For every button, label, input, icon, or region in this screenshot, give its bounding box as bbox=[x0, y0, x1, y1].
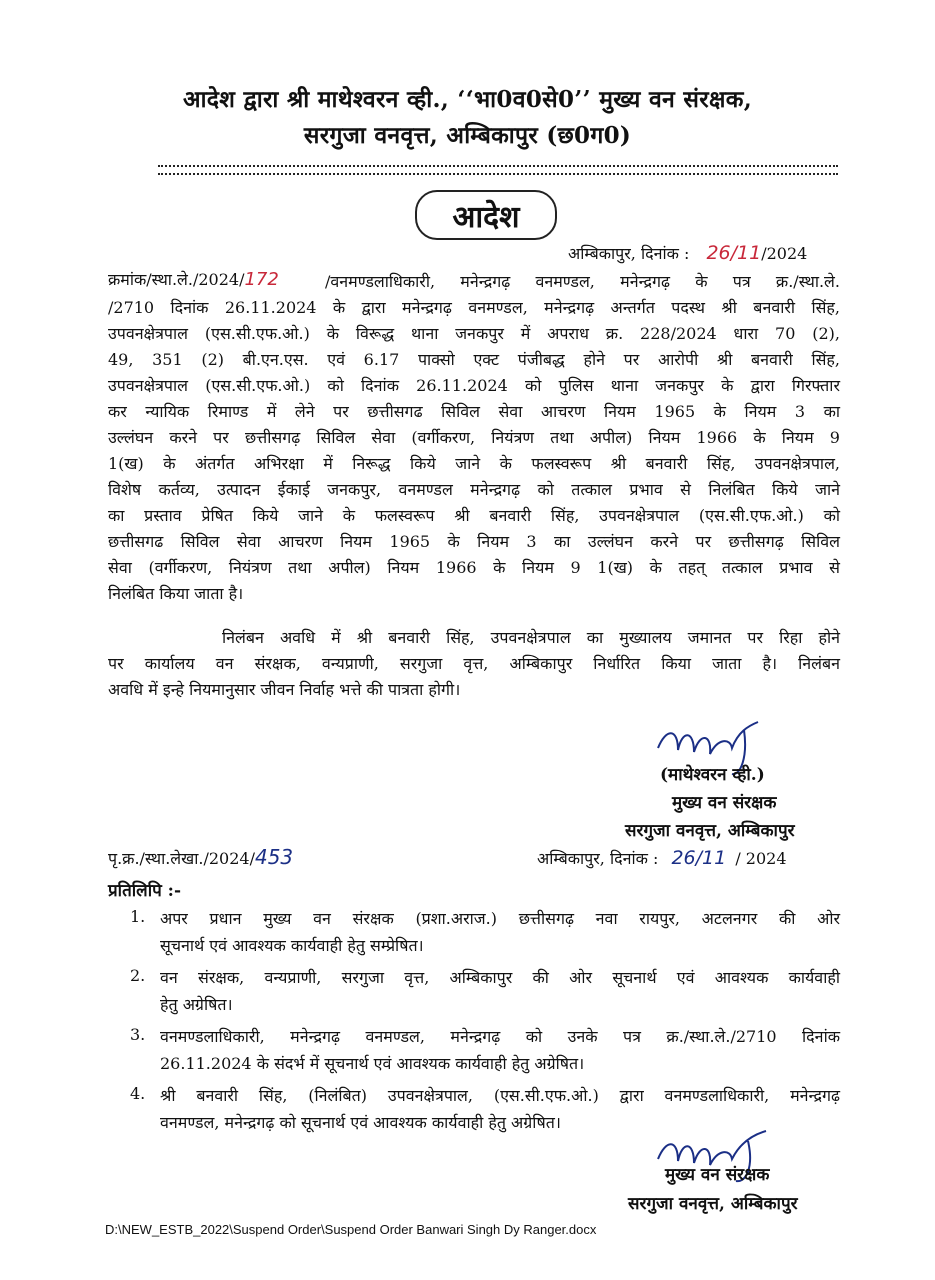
document-title: आदेश bbox=[415, 190, 557, 240]
para2-line: अवधि में इन्हे नियमानुसार जीवन निर्वाह भत्ते की पात्रता होगी। bbox=[108, 680, 461, 699]
order-number-handwritten: 172 bbox=[244, 269, 279, 290]
endorsement-number bbox=[108, 845, 293, 869]
copy-item-line: वनमण्डलाधिकारी, मनेन्द्रगढ़ वनमण्डल, मनेन्द्रगढ़ को उनके पत्र क्र./स्था.ले./2710 दिनांक bbox=[160, 1027, 840, 1046]
para1-line: उपवनक्षेत्रपाल (एस.सी.एफ.ओ.) को दिनांक 26.11.2024 को पुलिस थाना जनकपुर के द्वारा गिरफ्तार bbox=[108, 376, 840, 395]
copy-heading: प्रतिलिपि :- bbox=[108, 881, 182, 901]
para1-line: 1(ख) के अंतर्गत अभिरक्षा में निरूद्ध किये जाने के फलस्वरूप श्री बनवारी सिंह, उपवनक्षेत्रपाल, bbox=[108, 454, 840, 473]
copy-item-number: 4. bbox=[130, 1084, 146, 1103]
copy-item-line: सूचनार्थ एवं आवश्यक कार्यवाही हेतु सम्प्रेषित। bbox=[160, 936, 424, 955]
para2-line: निलंबन अवधि में श्री बनवारी सिंह, उपवनक्षेत्रपाल का मुख्यालय जमानत पर रिहा होने bbox=[222, 628, 840, 647]
order-authority-line-1: आदेश द्वारा श्री माथेश्वरन व्ही., ‘‘भा0व0से0’’ मुख्य वन संरक्षक, bbox=[182, 86, 753, 113]
endorsement-number-handwritten: 453 bbox=[254, 845, 294, 869]
signatory-designation: मुख्य वन संरक्षक bbox=[672, 793, 777, 813]
para1-line: उल्लंघन करने पर छत्तीसगढ़ सिविल सेवा (वर्गीकरण, नियंत्रण तथा अपील) नियम 1966 के नियम 9 bbox=[108, 428, 840, 447]
signatory-office: सरगुजा वनवृत्त, अम्बिकापुर bbox=[625, 821, 795, 841]
file-path: D:\NEW_ESTB_2022\Suspend Order\Suspend Order Banwari Singh Dy Ranger.docx bbox=[105, 1222, 597, 1237]
para1-line: /वनमण्डलाधिकारी, मनेन्द्रगढ़ वनमण्डल, मनेन्द्रगढ़ के पत्र क्र./स्था.ले. bbox=[325, 272, 840, 291]
copy-item-number: 1. bbox=[130, 907, 146, 926]
signatory-name: (माथेश्वरन व्ही.) bbox=[660, 765, 765, 785]
signatory2-office: सरगुजा वनवृत्त, अम्बिकापुर bbox=[628, 1194, 798, 1214]
copy-item-line: श्री बनवारी सिंह, (निलंबित) उपवनक्षेत्रपाल, (एस.सी.एफ.ओ.) द्वारा वनमण्डलाधिकारी, मनेन्द्रगढ़ bbox=[160, 1086, 840, 1105]
order-number bbox=[108, 268, 279, 290]
date-year: /2024 bbox=[761, 244, 808, 263]
endorsement-date-year: / 2024 bbox=[735, 849, 787, 868]
para2-line: पर कार्यालय वन संरक्षक, वन्यप्राणी, सरगुजा वृत्त, अम्बिकापुर निर्धारित किया जाता है। निलंबन bbox=[108, 654, 840, 673]
copy-item-number: 3. bbox=[130, 1025, 146, 1044]
para1-line: का प्रस्ताव प्रेषित किये जाने के फलस्वरूप श्री बनवारी सिंह, उपवनक्षेत्रपाल (एस.सी.एफ.ओ.) को bbox=[108, 506, 840, 525]
date-prefix: अम्बिकापुर, दिनांक : bbox=[568, 244, 690, 263]
copy-item-line: 26.11.2024 के संदर्भ में सूचनार्थ एवं आवश्यक कार्यवाही हेतु अग्रेषित। bbox=[160, 1054, 585, 1073]
header-divider bbox=[158, 165, 838, 175]
copy-item-line: अपर प्रधान मुख्य वन संरक्षक (प्रशा.अराज.) छत्तीसगढ़ नवा रायपुर, अटलनगर की ओर bbox=[160, 909, 840, 928]
date-handwritten: 26/11 bbox=[706, 242, 762, 264]
order-date bbox=[568, 242, 807, 264]
endorsement-number-prefix: पृ.क्र./स्था.लेखा./2024/ bbox=[108, 849, 255, 868]
endorsement-date-prefix: अम्बिकापुर, दिनांक : bbox=[537, 849, 659, 868]
para1-line: 49, 351 (2) बी.एन.एस. एवं 6.17 पाक्सो एक्ट पंजीबद्ध होने पर आरोपी श्री बनवारी सिंह, bbox=[108, 350, 840, 369]
para1-line: सेवा (वर्गीकरण, नियंत्रण तथा अपील) नियम 1966 के नियम 9 1(ख) के तहत् तत्काल प्रभाव से bbox=[108, 558, 840, 577]
endorsement-date-handwritten: 26/11 bbox=[671, 847, 727, 869]
endorsement-date bbox=[537, 847, 787, 869]
para1-line: कर न्यायिक रिमाण्ड में लेने पर छत्तीसगढ सिविल सेवा आचरण नियम 1965 के नियम 3 का bbox=[108, 402, 840, 421]
signatory2-designation: मुख्य वन संरक्षक bbox=[665, 1165, 770, 1185]
order-authority-line-2: सरगुजा वनवृत्त, अम्बिकापुर (छ0ग0) bbox=[303, 122, 632, 149]
para1-line: निलंबित किया जाता है। bbox=[108, 584, 244, 603]
order-number-prefix: क्रमांक/स्था.ले./2024/ bbox=[108, 270, 245, 289]
copy-item-line: हेतु अग्रेषित। bbox=[160, 995, 233, 1014]
copy-item-line: वन संरक्षक, वन्यप्राणी, सरगुजा वृत्त, अम्बिकापुर की ओर सूचनार्थ एवं आवश्यक कार्यवाही bbox=[160, 968, 840, 987]
para1-line: /2710 दिनांक 26.11.2024 के द्वारा मनेन्द्रगढ़ वनमण्डल, मनेन्द्रगढ़ अन्तर्गत पदस्थ श्री बनवारी सिंह, bbox=[108, 298, 840, 317]
para1-line: छत्तीसगढ सिविल सेवा आचरण नियम 1965 के नियम 3 का उल्लंघन करने पर छत्तीसगढ़ सिविल bbox=[108, 532, 840, 551]
copy-item-number: 2. bbox=[130, 966, 146, 985]
copy-item-line: वनमण्डल, मनेन्द्रगढ़ को सूचनार्थ एवं आवश्यक कार्यवाही हेतु अग्रेषित। bbox=[160, 1113, 561, 1132]
para1-line: उपवनक्षेत्रपाल (एस.सी.एफ.ओ.) के विरूद्ध थाना जनकपुर में अपराध क्र. 228/2024 धारा 70 (2), bbox=[108, 324, 840, 343]
para1-line: विशेष कर्तव्य, उत्पादन ईकाई जनकपुर, वनमण्डल मनेन्द्रगढ़ को तत्काल प्रभाव से निलंबित किये जाने bbox=[108, 480, 840, 499]
